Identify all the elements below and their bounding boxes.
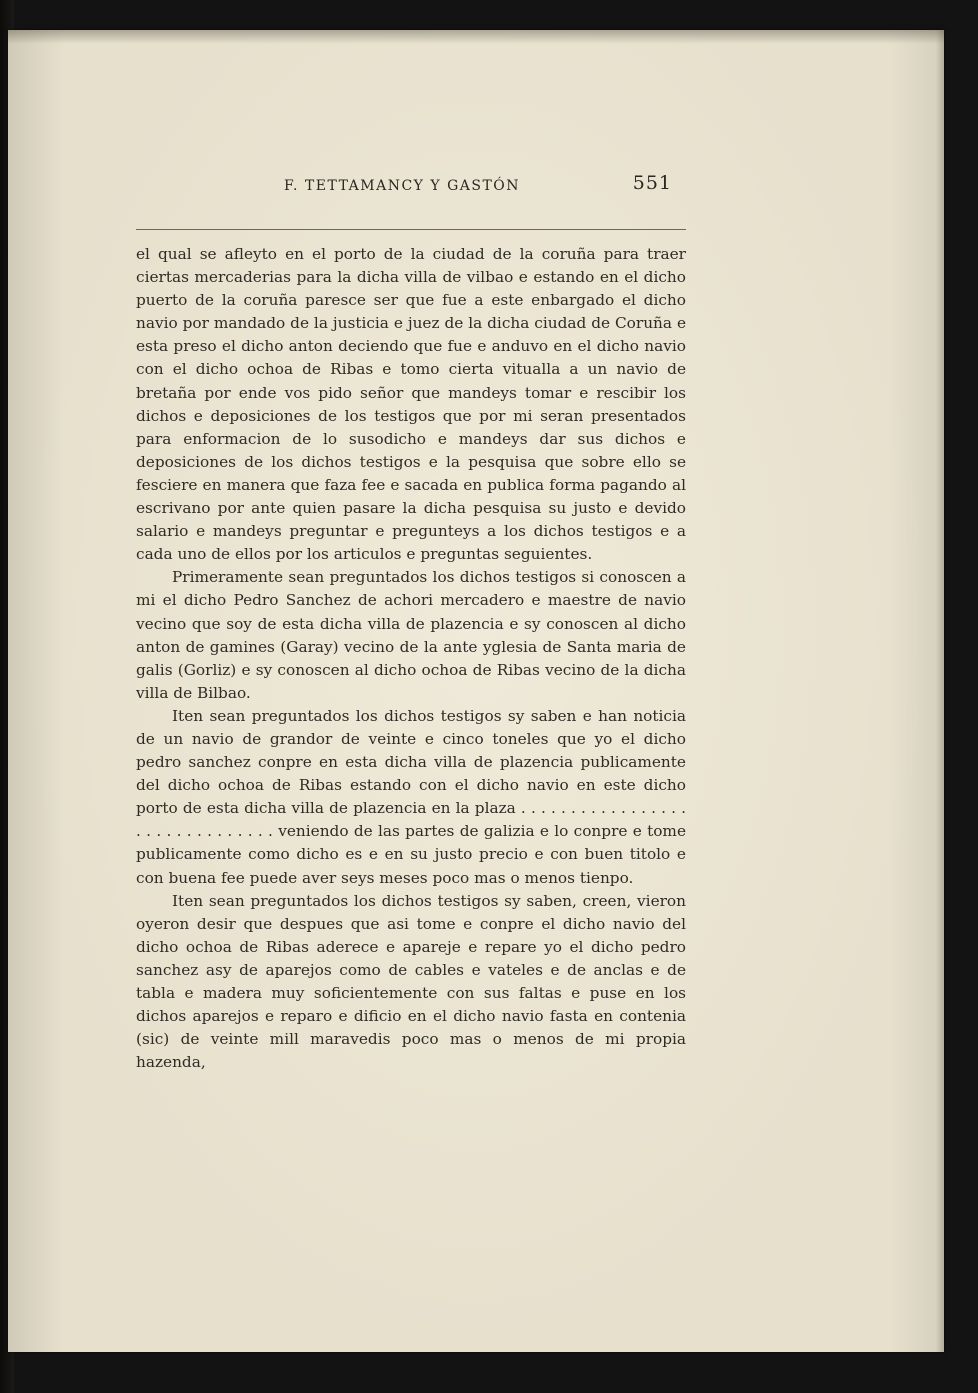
running-head: F. TETTAMANCY Y GASTÓN — [284, 178, 521, 194]
page-top-shadow — [8, 30, 944, 44]
page-right-edge — [936, 30, 944, 1352]
header-rule — [136, 229, 686, 230]
body-text — [136, 243, 686, 1074]
paragraph-iten-aparejos: Iten sean preguntados los dichos testigos sy saben, creen, vieron oyeron desir que despues que asi tome e conpre el dicho navio del dicho ochoa de Ribas aderece e apareje e repare yo el dicho pedro sanchez asy de aparejos como de cables e vateles e de anclas e de tabla e madera muy soficientemente con sus faltas e puse en los dichos aparejos e reparo e dificio en el dicho navio fasta en contenia (sic) de veinte mill maravedis poco mas o menos de mi propia hazenda, — [136, 891, 686, 1072]
paragraph-primeramente: Primeramente sean preguntados los dichos testigos si conoscen a mi el dicho Pedro Sanchez de achori mercadero e maestre de navio vecino que soy de esta dicha villa de plazencia e sy conoscen al dicho anton de gamines (Garay) vecino de la ante yglesia de Santa maria de galis (Gorliz) e sy conoscen al dicho ochoa de Ribas vecino de la dicha villa de Bilbao. — [136, 568, 686, 702]
paragraph-iten-navio: Iten sean preguntados los dichos testigos sy saben e han noticia de un navio de grandor de veinte e cinco toneles que yo el dicho pedro sanchez conpre en esta dicha villa de plazencia publicamente del dicho ochoa de Ribas estando con el dicho navio en este dicho porto de esta dicha villa de plazencia en la plaza . . . . . . . . . . . . . . . . . . . . . . . . . . . . . . . veniendo de las partes de galizia e lo conpre e tome publicamente como dicho es e en su justo precio e con buen titolo e con buena fee puede aver seys meses poco mas o menos tienpo. — [136, 706, 686, 887]
page-header — [136, 172, 686, 202]
page-number: 551 — [632, 172, 672, 194]
paragraph-continuation: el qual se afleyto en el porto de la ciudad de la coruña para traer ciertas mercaderias para la dicha villa de vilbao e estando en el dicho puerto de la coruña paresce ser que fue a este enbargado el dicho navio por mandado de la justicia e juez de la dicha ciudad de Coruña e esta preso el dicho anton deciendo que fue e anduvo en el dicho navio con el dicho ochoa de Ribas e tomo cierta vitualla a un navio de bretaña por ende vos pido señor que mandeys tomar e rescibir los dichos e deposiciones de los testigos que por mi seran presentados para enformacion de lo susodicho e mandeys dar sus dichos e deposiciones de los dichos testigos e la pesquisa que sobre ello se fesciere en manera que faza fee e sacada en publica forma pagando al escrivano por ante quien pasare la dicha pesquisa su justo e devido salario e mandeys preguntar e pregunteys a los dichos testigos e a cada uno de ellos por los articulos e preguntas seguientes. — [136, 245, 686, 564]
